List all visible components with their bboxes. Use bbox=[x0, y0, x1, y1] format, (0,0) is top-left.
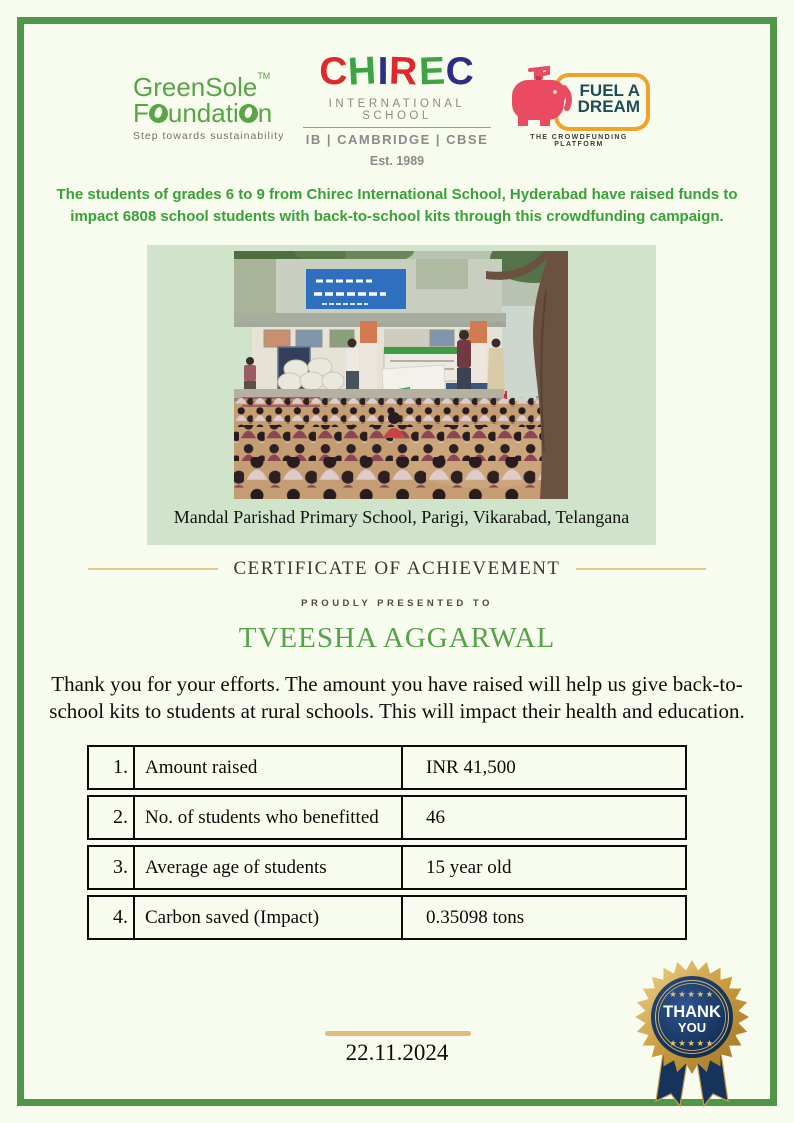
greensole-name-text: GreenSole bbox=[133, 72, 258, 102]
greensole-name2-part: undati bbox=[167, 98, 239, 128]
row-value: INR 41,500 bbox=[426, 756, 516, 778]
chirec-boards: IB | CAMBRIDGE | CBSE bbox=[305, 132, 489, 147]
certificate-heading: CERTIFICATE OF ACHIEVEMENT bbox=[233, 558, 561, 579]
row-label: No. of students who benefitted bbox=[135, 797, 403, 838]
row-label: Average age of students bbox=[135, 847, 403, 888]
campaign-intro-text: The students of grades 6 to 9 from Chirec International School, Hyderabad have raised funds to impact 6808 school students with back-to-school kits through this crowdfunding campaign. bbox=[56, 186, 738, 225]
badge-thank: THANK bbox=[663, 1003, 721, 1021]
chirec-subtitle: INTERNATIONAL SCHOOL bbox=[328, 98, 466, 122]
row-number: 4. bbox=[89, 897, 135, 938]
row-value: 46 bbox=[426, 806, 445, 828]
row-number: 3. bbox=[89, 847, 135, 888]
badge-you: YOU bbox=[677, 1020, 707, 1035]
chirec-letter: I bbox=[377, 50, 390, 93]
photo-caption: Mandal Parishad Primary School, Parigi, Vikarabad, Telangana bbox=[173, 507, 630, 527]
chirec-letter: E bbox=[417, 49, 447, 94]
row-value: 0.35098 tons bbox=[426, 906, 525, 928]
fuel-line2: DREAM bbox=[577, 97, 640, 117]
chirec-letter: C bbox=[319, 50, 349, 93]
row-number: 2. bbox=[89, 797, 135, 838]
greensole-name2-part: F bbox=[133, 98, 149, 128]
greensole-tagline: Step towards sustainability bbox=[133, 130, 285, 142]
thank-you-message: Thank you for your efforts. The amount you have raised will help us give back-to-school kits to students at rural schools. This will impact their health and education. bbox=[49, 672, 745, 723]
fuel-a-dream-tagline: THE CROWDFUNDING PLATFORM bbox=[530, 134, 628, 148]
greensole-name2-part: n bbox=[257, 98, 273, 128]
presented-to-label: PROUDLY PRESENTED TO bbox=[301, 598, 493, 609]
row-label: Amount raised bbox=[135, 747, 403, 788]
chirec-letter: R bbox=[388, 49, 420, 94]
chirec-letter: H bbox=[347, 49, 379, 94]
badge-stars-bottom: ★★★★★ bbox=[669, 1038, 715, 1048]
certificate-date: 22.11.2024 bbox=[345, 1040, 449, 1065]
trademark-symbol: TM bbox=[257, 71, 271, 81]
row-label: Carbon saved (Impact) bbox=[135, 897, 403, 938]
recipient-name: TVEESHA AGGARWAL bbox=[238, 622, 556, 654]
fuel-line1: FUEL A bbox=[579, 81, 640, 100]
badge-stars-top: ★★★★★ bbox=[669, 989, 715, 999]
row-number: 1. bbox=[89, 747, 135, 788]
chirec-letter: C bbox=[445, 50, 475, 93]
chirec-established: Est. 1989 bbox=[369, 154, 425, 168]
row-value: 15 year old bbox=[426, 856, 512, 878]
thank-you-badge bbox=[630, 960, 754, 1108]
page-border bbox=[17, 17, 777, 1106]
